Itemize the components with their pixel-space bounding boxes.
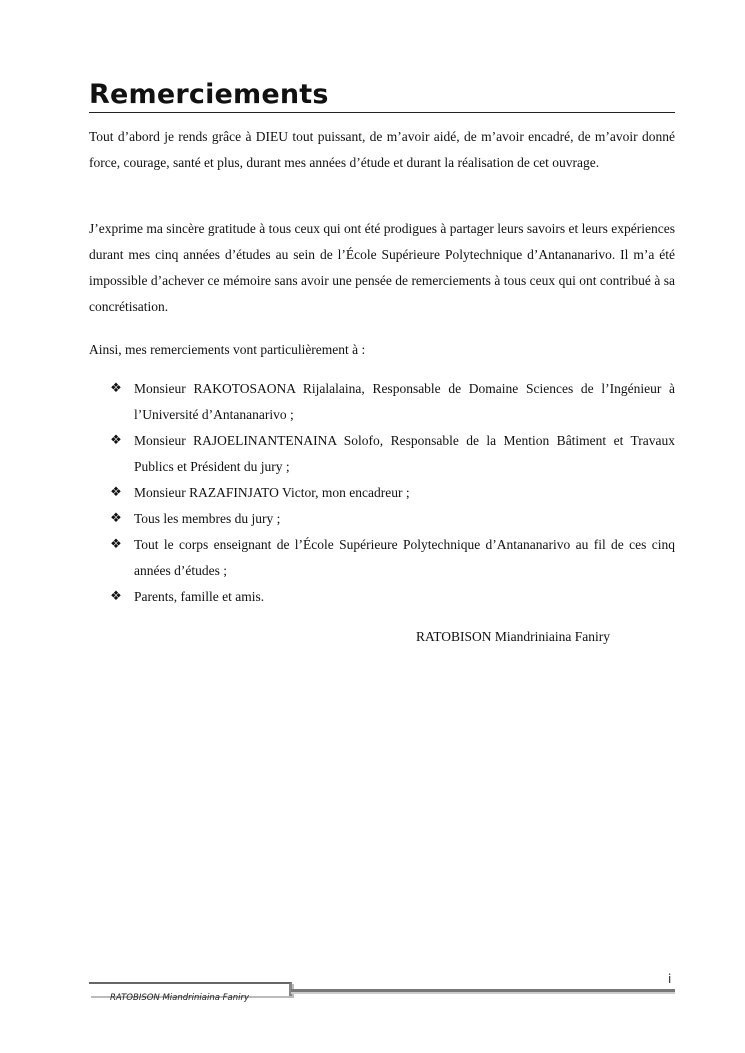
paragraph-list-lead: Ainsi, mes remerciements vont particulièrement à : [89,342,366,357]
list-item-text: Monsieur RAJOELINANTENAINA Solofo, Responsable de la Mention Bâtiment et Travaux Publics et Président du jury ; [134,433,675,474]
list-item [89,480,675,506]
diamond-bullet-icon: ❖ [110,381,122,396]
list-item-text: Tous les membres du jury ; [134,511,281,526]
list-item-text: Monsieur RAKOTOSAONA Rijalalaina, Responsable de Domaine Sciences de l’Ingénieur à l’Université d’Antananarivo ; [134,381,675,422]
page-number: i [668,972,672,986]
page-title: Remerciements [89,78,675,113]
paragraph-intro: Tout d’abord je rends grâce à DIEU tout puissant, de m’avoir aidé, de m’avoir encadré, de m’avoir donné force, courage, santé et plus, durant mes années d’étude et durant la réalisation de cet ouvrage. [89,129,675,170]
list-item-text: Parents, famille et amis. [134,589,265,604]
paragraph-gratitude: J’exprime ma sincère gratitude à tous ceux qui ont été prodigues à partager leurs savoirs et leurs expériences durant mes cinq années d’études au sein de l’École Supérieure Polytechnique d’Antananarivo. Il m’a été impossible d’achever ce mémoire sans avoir une pensée de remerciements à tous ceux qui ont contribué à sa concrétisation. [89,221,675,314]
signature: RATOBISON Miandriniaina Faniry [416,629,610,644]
diamond-bullet-icon: ❖ [110,433,122,448]
list-item [89,376,675,428]
thanks-list [89,376,675,610]
diamond-bullet-icon: ❖ [110,511,122,526]
list-item [89,532,675,584]
list-item-text: Monsieur RAZAFINJATO Victor, mon encadreur ; [134,485,410,500]
list-item [89,584,675,610]
footer-author: RATOBISON Miandriniaina Faniry [110,993,250,1003]
list-item-text: Tout le corps enseignant de l’École Supérieure Polytechnique d’Antananarivo au fil de ces cinq années d’études ; [134,537,675,578]
diamond-bullet-icon: ❖ [110,485,122,500]
diamond-bullet-icon: ❖ [110,589,122,604]
list-item [89,428,675,480]
diamond-bullet-icon: ❖ [110,537,122,552]
footer-rule [291,989,675,992]
list-item [89,506,675,532]
